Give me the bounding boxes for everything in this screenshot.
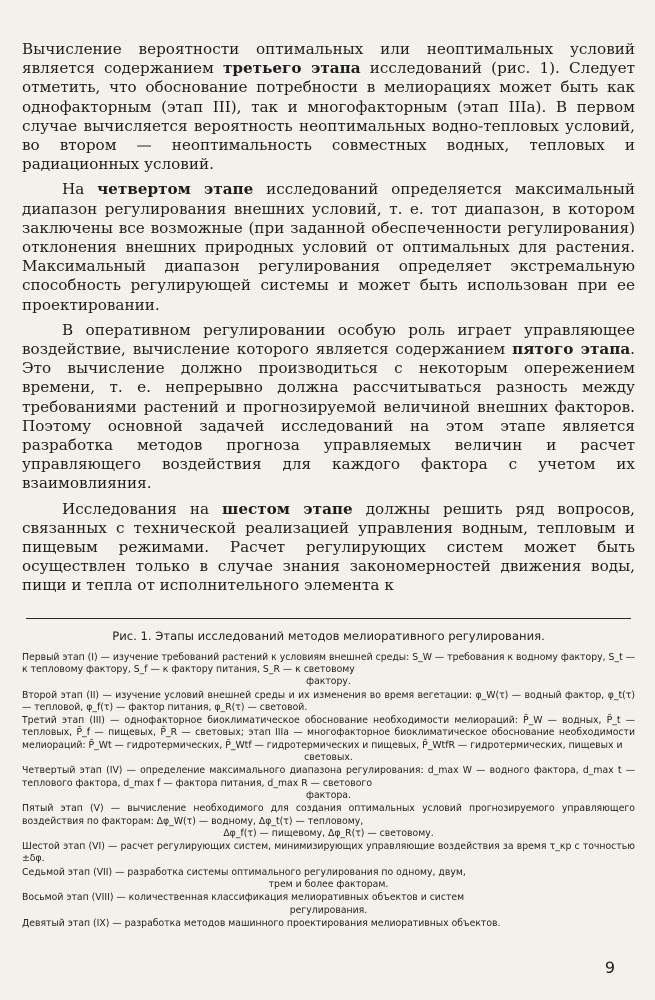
legend-text: Третий этап (III) — однофакторное биоклиматическое обоснование необходимости мелиораций: P̄_W — водных, P̄_t — тепловых, P̄_f — пищевых, P̄_R — световых; этап IIIa — многофакторное биоклиматическое обоснование необходимости мелиораций: P̄_Wt — гидротермических, P̄_Wtf — гидротермических и пищевых, P̄_WtfR — гидротермических, пищевых и: [22, 715, 635, 751]
legend-text: Четвертый этап (IV) — определение максимального диапазона регулирования: d_max W — водного фактора, d_max t — теплового фактора, d_max f — фактора питания, d_max R — светового: [22, 765, 635, 789]
bold-term: шестом этапе: [222, 499, 353, 518]
legend-item-stage-9: [22, 918, 635, 930]
legend-tail: регулирования.: [289, 904, 368, 916]
paragraph-stage-5: [22, 321, 635, 494]
legend-tail: Δφ_f(τ) — пищевому, Δφ_R(τ) — световому.: [223, 827, 434, 839]
paragraph-text: Вычисление вероятности оптимальных или неоптимальных условий является содержанием: [22, 40, 635, 78]
paragraph-text: исследований определяется максимальный диапазон регулирования внешних условий, т. е. тот диапазон, в котором заключены все возможные (при заданной обеспеченности регулирования) отклонения внешних природных условий от оптимальных для растения. Максимальный диапазон регулирования определяет экстремальную способность регулирующей системы и может быть использован при ее проектировании.: [22, 180, 635, 314]
legend-text: Второй этап (II) — изучение условий внешней среды и их изменения во время вегетации: φ_W(τ) — водный фактор, φ_t(τ) — тепловой, φ_f(τ) — фактор питания, φ_R(τ) — световой.: [22, 689, 635, 713]
legend-text: Седьмой этап (VII) — разработка системы оптимального регулирования по одному, двум,: [22, 866, 466, 878]
bold-term: третьего этапа: [222, 59, 361, 78]
legend-text: Восьмой этап (VIII) — количественная классификация мелиоративных объектов и систем: [22, 892, 465, 904]
paragraph-stage-6: [22, 500, 635, 596]
legend-text: Пятый этап (V) — вычисление необходимого для создания оптимальных условий прогнозируемого управляющего воздействия по факторам: Δφ_W(τ) — водному, Δφ_t(τ) — тепловому,: [22, 803, 635, 827]
paragraph-text: Исследования на: [62, 499, 222, 518]
figure-caption-title: Рис. 1. Этапы исследований методов мелиоративного регулирования.: [112, 628, 545, 643]
legend-item-stage-1: [22, 652, 635, 689]
legend-tail: фактору.: [306, 676, 351, 688]
paragraph-text: должны решить ряд вопросов, связанных с технической реализацией управления водным, тепловым и пищевым режимами. Расчет регулирующих систем может быть осуществлен только в случае знания закономерностей движения воды, пищи и тепла от исполнительного элемента к: [22, 499, 636, 595]
legend-item-stage-8: [22, 892, 635, 917]
legend-tail: фактора.: [306, 789, 351, 801]
page-number: 9: [604, 958, 615, 977]
paragraph-text: На: [62, 180, 98, 199]
paragraph-text: . Это вычисление должно производиться с некоторым опережением времени, т. е. непрерывно должна рассчитываться разность между требованиями растений и прогнозируемой величиной внешних факторов. Поэтому основной задачей исследований на этом этапе является разработка методов прогноза управляемых величин и расчет управляющего воздействия для каждого фактора с учетом их взаимовлияния.: [22, 340, 635, 493]
paragraph-text: В оперативном регулировании особую роль играет управляющее воздействие, вычисление которого является содержанием: [22, 320, 635, 359]
legend-item-stage-2: [22, 690, 635, 715]
legend-text: Первый этап (I) — изучение требований растений к условиям внешней среды: S_W — требования к водному фактору, S_t — к тепловому фактору, S_f — к фактору питания, S_R — к световому: [22, 651, 635, 675]
figure-divider: [26, 618, 631, 619]
figure-legend: [22, 652, 635, 931]
paragraph-stage-4: [22, 180, 635, 314]
legend-tail: световых.: [304, 752, 353, 764]
book-page: [22, 40, 635, 931]
legend-item-stage-5: [22, 803, 635, 840]
paragraph-stage-3: [22, 40, 635, 174]
legend-item-stage-3: [22, 715, 635, 764]
legend-tail: трем и более факторам.: [268, 879, 389, 891]
bold-term: пятого этапа: [512, 340, 631, 359]
paragraph-text: исследований (рис. 1). Следует отметить, что обоснование потребности в мелиорациях может быть как однофакторным (этап III), так и многофакторным (этап IIIa). В первом случае вычисляется вероятность неоптимальных водно-тепловых условий, во втором — неоптимальность совместных водных, тепловых и радиационных условий.: [22, 59, 635, 174]
legend-text: Девятый этап (IX) — разработка методов машинного проектирования мелиоративных объектов.: [22, 917, 501, 929]
legend-item-stage-7: [22, 867, 635, 892]
bold-term: четвертом этапе: [97, 180, 254, 199]
legend-text: Шестой этап (VI) — расчет регулирующих систем, минимизирующих управляющие воздействия за время τ_кр с точностью ±δφ.: [22, 841, 635, 865]
legend-item-stage-6: [22, 841, 635, 866]
legend-item-stage-4: [22, 765, 635, 802]
